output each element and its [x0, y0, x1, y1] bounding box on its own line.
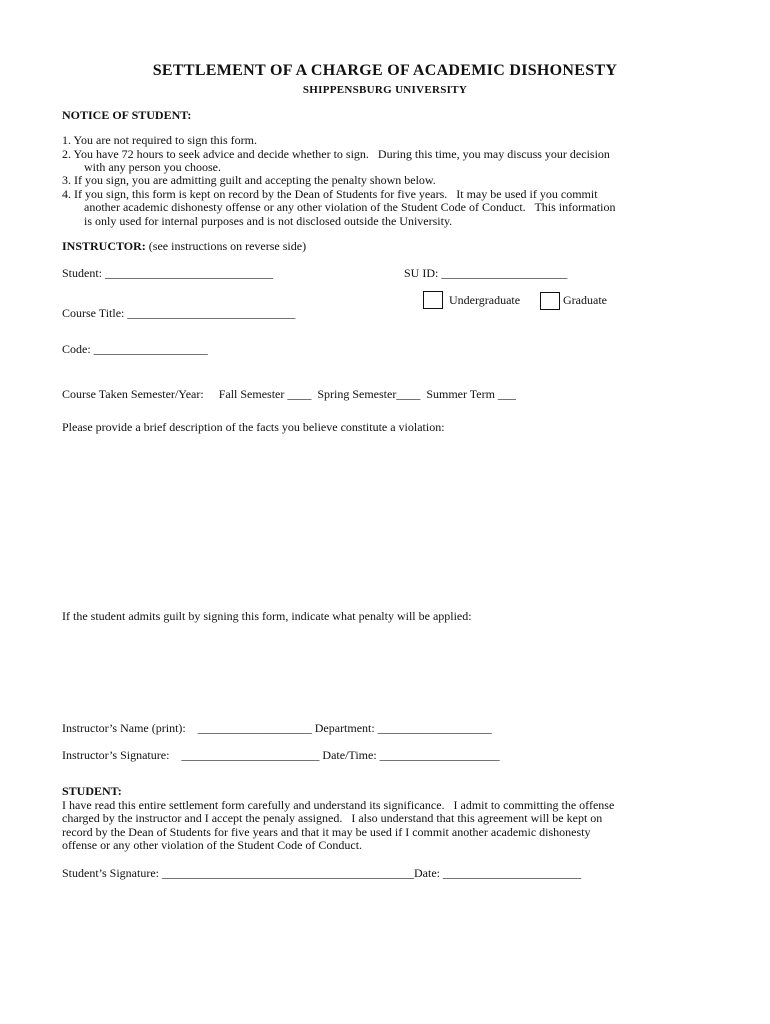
instructor-heading-row	[62, 239, 306, 253]
instructor-heading-note: (see instructions on reverse side)	[145, 239, 307, 253]
student-statement-3: record by the Dean of Students for five years and that it may be used if I commit another academic dishonesty	[62, 825, 591, 839]
student-name-field[interactable]: Student: ____________________________	[62, 266, 274, 280]
violation-description-prompt: Please provide a brief description of the facts you believe constitute a violation:	[62, 420, 445, 434]
penalty-area[interactable]	[62, 628, 728, 716]
graduate-checkbox[interactable]	[540, 292, 560, 310]
notice-item-2: 2. You have 72 hours to seek advice and decide whether to sign. During this time, you may discuss your decision	[62, 147, 610, 161]
instructor-name-field[interactable]: Instructor’s Name (print): ___________________ Department: ___________________	[62, 721, 492, 735]
student-statement-2: charged by the instructor and I accept the penaly assigned. I also understand that this agreement will be kept on	[62, 811, 603, 825]
semester-field[interactable]: Course Taken Semester/Year: Fall Semester ____ Spring Semester____ Summer Term ___	[62, 387, 516, 401]
notice-heading: NOTICE OF STUDENT:	[62, 108, 192, 122]
course-code-field[interactable]: Code: ___________________	[62, 342, 208, 356]
graduate-label: Graduate	[563, 293, 607, 307]
notice-item-4: 4. If you sign, this form is kept on record by the Dean of Students for five years. It may be used if you commit	[62, 187, 598, 201]
violation-description-area[interactable]	[62, 440, 728, 600]
su-id-field[interactable]: SU ID: _____________________	[404, 266, 568, 280]
undergraduate-checkbox[interactable]	[423, 291, 443, 309]
instructor-signature-field[interactable]: Instructor’s Signature: _______________________ Date/Time: ____________________	[62, 748, 500, 762]
student-signature-field[interactable]: Student’s Signature: __________________________________________Date: _______________________	[62, 866, 581, 880]
student-statement-1: I have read this entire settlement form carefully and understand its significance. I admit to committing the offense	[62, 798, 615, 812]
instructor-heading: INSTRUCTOR:	[62, 239, 146, 253]
student-heading: STUDENT:	[62, 784, 122, 798]
course-title-field[interactable]: Course Title: ____________________________	[62, 306, 296, 320]
student-statement-4: offense or any other violation of the Student Code of Conduct.	[62, 838, 363, 852]
penalty-prompt: If the student admits guilt by signing this form, indicate what penalty will be applied:	[62, 609, 472, 623]
page-title: SETTLEMENT OF A CHARGE OF ACADEMIC DISHONESTY	[152, 62, 618, 79]
page-subtitle: SHIPPENSBURG UNIVERSITY	[302, 84, 468, 96]
notice-item-4-cont1: another academic dishonesty offense or any other violation of the Student Code of Conduct. This information	[84, 200, 616, 214]
undergraduate-label: Undergraduate	[449, 293, 521, 307]
notice-item-4-cont2: is only used for internal purposes and is not disclosed outside the University.	[84, 214, 453, 228]
notice-item-2-cont: with any person you choose.	[84, 160, 221, 174]
notice-item-1: 1. You are not required to sign this form.	[62, 133, 257, 147]
notice-item-3: 3. If you sign, you are admitting guilt and accepting the penalty shown below.	[62, 173, 436, 187]
